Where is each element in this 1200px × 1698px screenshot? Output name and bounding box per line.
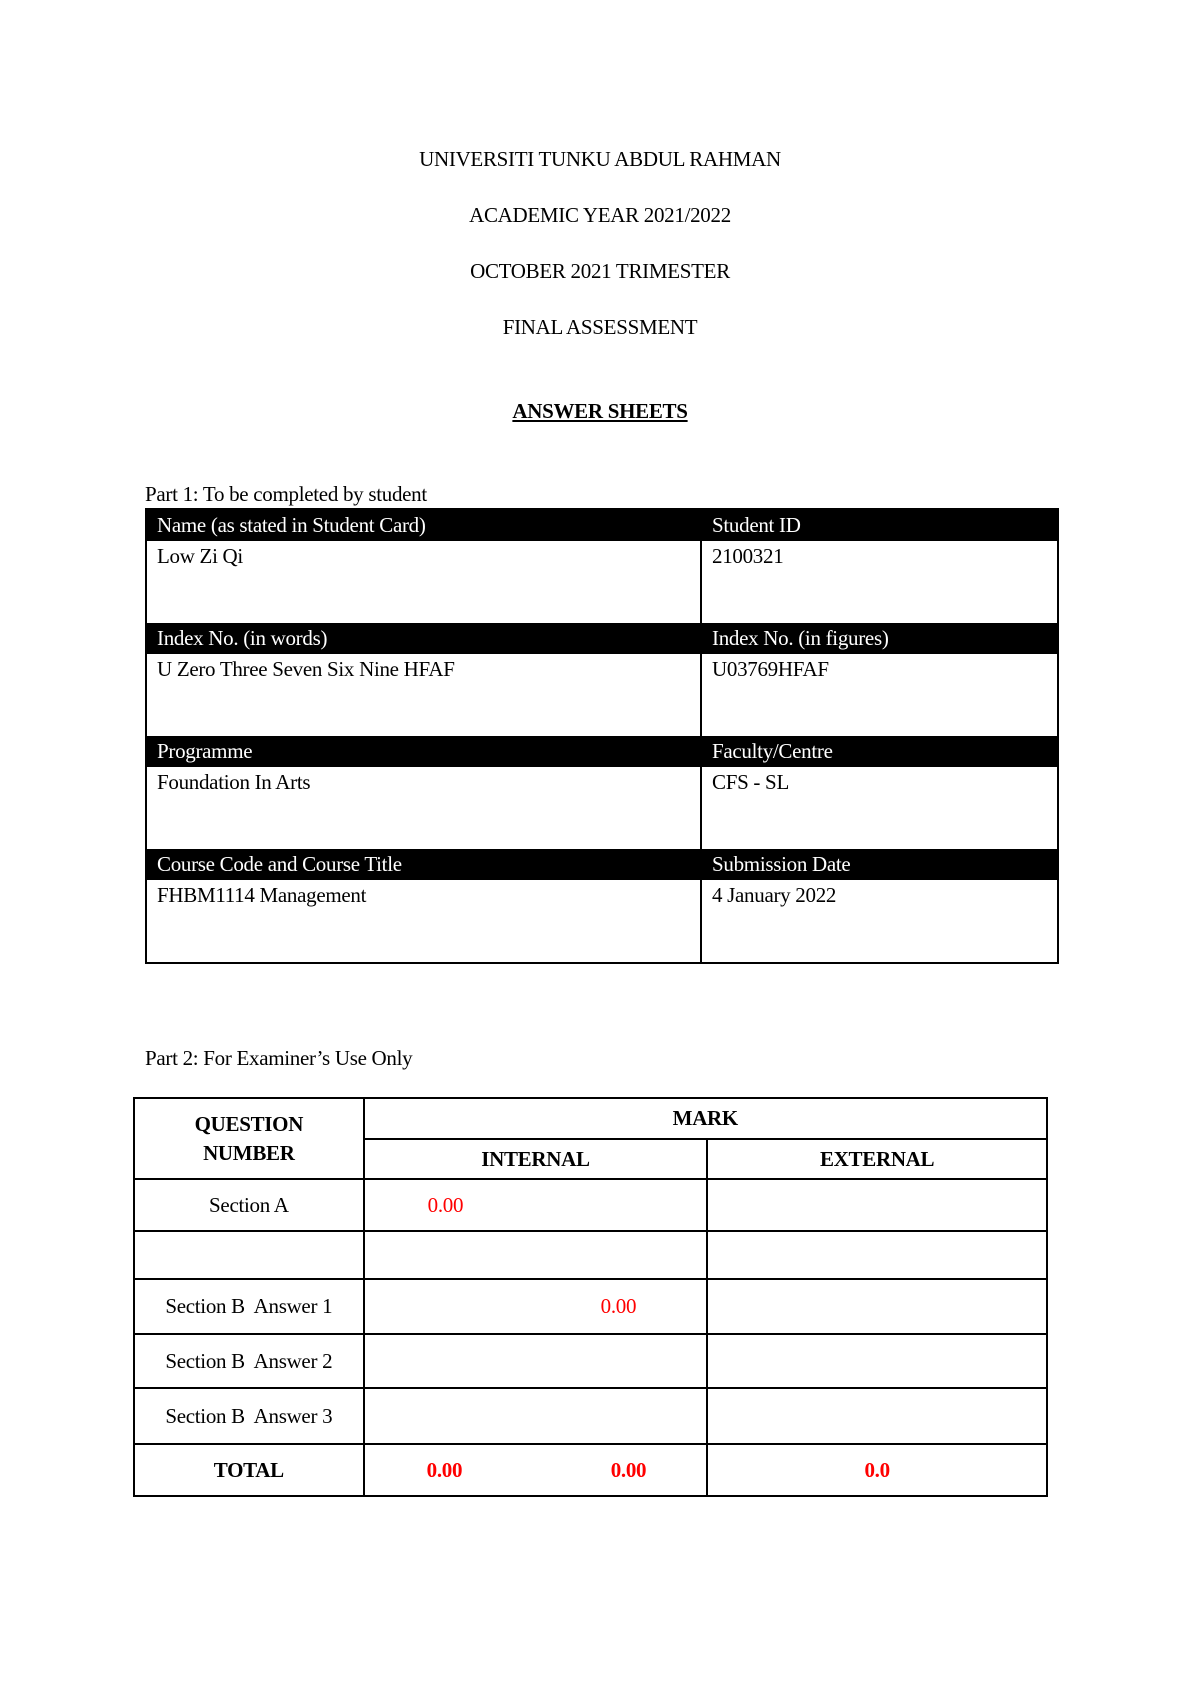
index-words-label: Index No. (in words) — [147, 623, 702, 654]
external-header: EXTERNAL — [707, 1139, 1047, 1179]
question-cell: Section A — [134, 1179, 364, 1231]
student-id-value: 2100321 — [712, 544, 784, 568]
programme-label: Programme — [147, 736, 702, 767]
table-row — [134, 1231, 1047, 1279]
trimester: OCTOBER 2021 TRIMESTER — [470, 259, 730, 283]
internal-mark-cell: 0.00 — [364, 1179, 708, 1231]
index-words-value: U Zero Three Seven Six Nine HFAF — [147, 654, 702, 736]
marks-table — [133, 1097, 1048, 1497]
total-label: TOTAL — [134, 1444, 364, 1496]
faculty-value: CFS - SL — [712, 770, 789, 794]
index-figures-value: U03769HFAF — [712, 657, 829, 681]
external-mark-cell — [707, 1388, 1047, 1444]
marks-header-row — [134, 1098, 1047, 1139]
index-figures-label: Index No. (in figures) — [712, 626, 889, 650]
internal-mark-cell: 0.00 — [364, 1279, 708, 1334]
total-internal-cell — [364, 1444, 708, 1496]
assessment-title: FINAL ASSESSMENT — [502, 315, 698, 339]
student-info-header-row — [147, 736, 1057, 767]
question-number-header: QUESTION NUMBER — [134, 1098, 364, 1179]
total-internal-b: 0.00 — [610, 1457, 647, 1482]
table-row — [134, 1388, 1047, 1444]
question-cell — [134, 1231, 364, 1279]
internal-mark-cell — [364, 1334, 708, 1388]
student-id-label: Student ID — [712, 513, 801, 537]
academic-year: ACADEMIC YEAR 2021/2022 — [469, 203, 731, 227]
student-info-header-row — [147, 623, 1057, 654]
total-row — [134, 1444, 1047, 1496]
internal-header: INTERNAL — [364, 1139, 708, 1179]
table-row — [134, 1334, 1047, 1388]
student-info-header-row — [147, 510, 1057, 541]
internal-mark-cell — [364, 1231, 708, 1279]
total-external-cell: 0.0 — [707, 1444, 1047, 1496]
external-mark-cell — [707, 1231, 1047, 1279]
student-info-header-row — [147, 849, 1057, 880]
faculty-label: Faculty/Centre — [712, 739, 833, 763]
question-cell: Section B Answer 3 — [134, 1388, 364, 1444]
internal-mark-cell — [364, 1388, 708, 1444]
question-cell: Section B Answer 2 — [134, 1334, 364, 1388]
student-info-value-row — [147, 541, 1057, 623]
table-row — [134, 1179, 1047, 1231]
question-cell: Section B Answer 1 — [134, 1279, 364, 1334]
course-label: Course Code and Course Title — [147, 849, 702, 880]
part1-label: Part 1: To be completed by student — [145, 482, 427, 506]
external-mark-cell — [707, 1334, 1047, 1388]
part2-label: Part 2: For Examiner’s Use Only — [145, 1046, 413, 1070]
submission-date-label: Submission Date — [712, 852, 851, 876]
name-label: Name (as stated in Student Card) — [147, 510, 702, 541]
programme-value: Foundation In Arts — [147, 767, 702, 849]
mark-header: MARK — [364, 1098, 1047, 1139]
total-internal-a: 0.00 — [426, 1457, 463, 1482]
submission-date-value: 4 January 2022 — [712, 883, 837, 907]
table-row — [134, 1279, 1047, 1334]
student-info-table — [145, 508, 1059, 964]
external-mark-cell — [707, 1179, 1047, 1231]
student-info-value-row — [147, 880, 1057, 962]
name-value: Low Zi Qi — [147, 541, 702, 623]
external-mark-cell — [707, 1279, 1047, 1334]
course-value: FHBM1114 Management — [147, 880, 702, 962]
student-info-value-row — [147, 767, 1057, 849]
page-title: ANSWER SHEETS — [512, 399, 688, 423]
university-name: UNIVERSITI TUNKU ABDUL RAHMAN — [419, 147, 781, 171]
student-info-value-row — [147, 654, 1057, 736]
